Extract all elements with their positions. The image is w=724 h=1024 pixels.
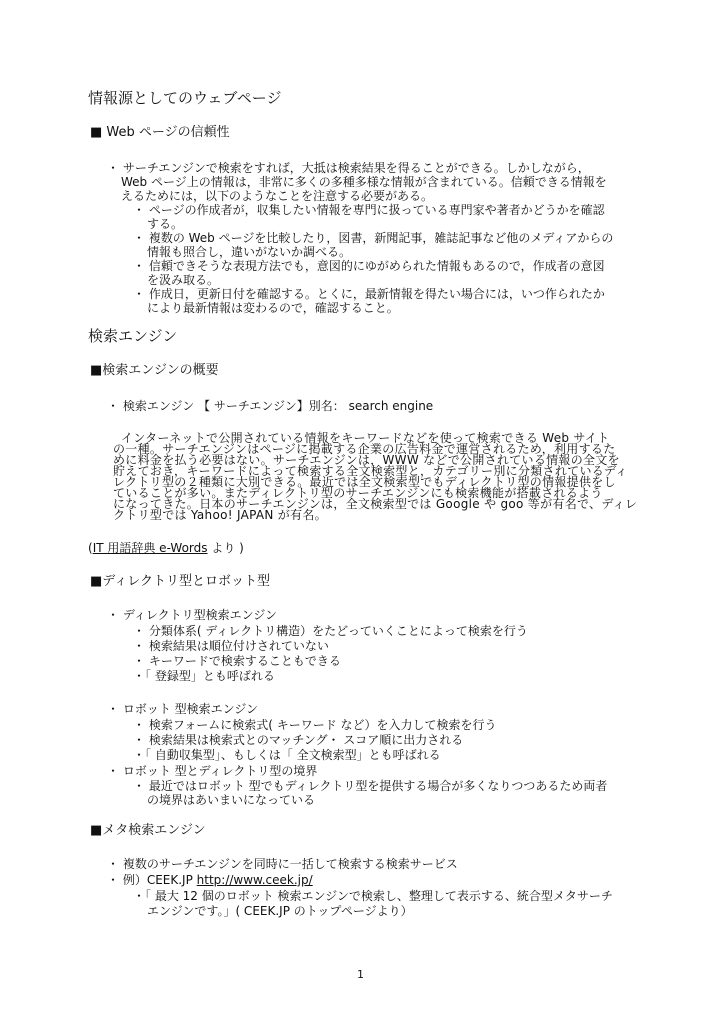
paragraph-line-2: の一種。サーチエンジンはページに掲載する企業の広告料金で運営されるため，利用するた [113,442,616,456]
meta-search-example [107,873,313,887]
directory-engine-head: ・ ディレクトリ型検索エンジン [107,608,278,622]
sub-bullet-3-line-2: を汲み取る。 [147,273,220,287]
intro-line-3: えるためには，以下のようなことを注意する必要がある。 [121,189,434,203]
source-citation [88,541,244,555]
paragraph-line-8: クトリ型では Yahoo! JAPAN が有名。 [113,508,327,522]
source-suffix: より ) [211,541,244,555]
directory-item-3: ・ キーワードで検索することもできる [133,654,341,668]
source-prefix: ( [88,541,93,555]
sub-bullet-1-line-2: する。 [147,217,184,231]
intro-line-2: Web ページ上の情報は，非常に多くの多種多様な情報が含まれている。信頼できる情報を [121,175,607,189]
subsection-title-directory-robot: ■ディレクトリ型とロボット型 [90,574,270,589]
source-link-e-words[interactable]: IT 用語辞典 e-Words [92,541,208,555]
quote-line-1: ・「 最大 12 個のロボット 検索エンジンで検索し、整理して表示する、統合型メタサーチ [133,889,613,903]
robot-item-3: ・「 自動収集型」、もしくは「 全文検索型」とも呼ばれる [133,748,441,762]
quote-line-2: エンジンです。」( CEEK.JP のトップページより） [147,904,413,918]
directory-item-1: ・ 分類体系( ディレクトリ構造）をたどっていくことによって検索を行う [133,624,528,638]
paragraph-line-6: ていることが多い。またディレクトリ型のサーチエンジンにも検索機能が搭載されるよう [113,486,603,500]
section-title-web-as-source: 情報源としてのウェブページ [88,89,282,107]
section-title-search-engine: 検索エンジン [88,327,178,345]
boundary-head: ・ ロボット 型とディレクトリ型の境界 [107,764,318,778]
sub-bullet-3-line-1: ・ 信頼できそうな表現方法でも，意図的にゆがめられた情報もあるので，作成者の意図 [133,259,605,273]
sub-bullet-2-line-2: 情報も照合し，違いがないか調べる。 [147,245,352,259]
directory-item-2: ・ 検索結果は順位付けされていない [133,639,329,653]
sub-bullet-1-line-1: ・ ページの作成者が，収集したい情報を専門に扱っている専門家や著者かどうかを確認 [133,203,605,217]
paragraph-line-7: になってきた。日本のサーチエンジンは，全文検索型では Google や goo 等が有名で、ディレ [113,497,638,511]
paragraph-line-4: 貯えておき，キーワードによって検索する全文検索型と，カテゴリー別に分類されているディ [113,464,628,478]
boundary-item-line-1: ・ 最近ではロボット 型でもディレクトリ型を提供する場合が多くなりつつあるため両者 [133,779,608,793]
subsection-title-overview: ■検索エンジンの概要 [90,363,219,378]
page-number: 1 [357,968,364,981]
paragraph-line-1: インターネットで公開されている情報をキーワードなどを使って検索できる Web サイト [121,431,610,445]
sub-bullet-2-line-1: ・ 複数の Web ページを比較したり，図書，新聞記事，雑誌記事など他のメディアからの [133,231,614,245]
example-prefix: ・ 例）CEEK.JP [107,873,197,887]
meta-search-description: ・ 複数のサーチエンジンを同時に一括して検索する検索サービス [107,857,458,871]
paragraph-line-5: レクトリ型の２種類に大別できる。最近では全文検索型でもディレクトリ型の情報提供をし [113,475,616,489]
boundary-item-line-2: の境界はあいまいになっている [147,793,316,807]
directory-item-4: ・「 登録型」とも呼ばれる [133,669,275,683]
robot-item-2: ・ 検索結果は検索式とのマッチング・ スコア順に出力される [133,733,464,747]
sub-bullet-4-line-1: ・ 作成日，更新日付を確認する。とくに，最新情報を得たい場合には，いつ作られたか [133,287,605,301]
alias-line: ・ 検索エンジン 【 サーチエンジン】別名： search engine [107,399,434,413]
subsection-title-meta-search: ■メタ検索エンジン [90,823,206,838]
paragraph-line-3: めに料金を払う必要はない。サーチエンジンは，WWW などで公開されている情報の全文を [113,453,620,467]
subsection-title-web-reliability: ■ Web ページの信頼性 [90,125,230,140]
sub-bullet-4-line-2: により最新情報は変わるので，確認すること。 [147,301,399,315]
intro-line-1: ・ サーチエンジンで検索をすれば，大抵は検索結果を得ることができる。しかしながら， [107,161,590,175]
robot-item-1: ・ 検索フォームに検索式( キーワード など）を入力して検索を行う [133,718,497,732]
ceek-link[interactable]: http://www.ceek.jp/ [196,873,313,887]
robot-engine-head: ・ ロボット 型検索エンジン [107,702,259,716]
